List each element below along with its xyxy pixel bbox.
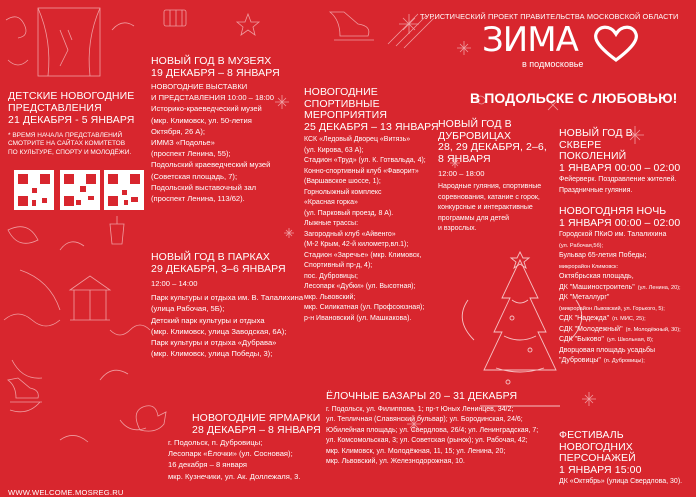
fairs-line: 16 декабря – 8 января — [168, 460, 248, 470]
night-venue: СДК "Молодежный" — [559, 325, 623, 333]
museums-line: (проспект Ленина, 113/62). — [151, 194, 245, 204]
section-parks — [151, 252, 311, 359]
square-title: НОВЫЙ ГОД В СКВЕРЕ ПОКОЛЕНИЙ — [559, 127, 633, 162]
tree-outline — [484, 260, 556, 370]
parks-title: НОВЫЙ ГОД В ПАРКАХ — [151, 251, 270, 263]
sports-line: Спортивный пр-д, 4); — [304, 262, 373, 269]
sports-line: Конно-спортивный клуб «Фаворит» — [304, 167, 419, 175]
night-address: (п. МИС, 25); — [612, 316, 646, 322]
square-dates: 1 ЯНВАРЯ 00:00 – 02:00 — [559, 161, 681, 174]
museums-list — [151, 81, 286, 204]
night-venue: Дворцовая площадь усадьбы — [559, 346, 656, 354]
night-address: (ул. Рабочая,5б); — [559, 242, 604, 249]
fairs-line: Лесопарк «Ёлочки» (ул. Сосновая); — [168, 449, 293, 459]
night-venue: "Дубровицы" — [559, 357, 601, 364]
kids-note: * ВРЕМЯ НАЧАЛА ПРЕДСТАВЛЕНИЙ СМОТРИТЕ НА САЙТАХ КОМИТЕТОВ ПО КУЛЬТУРЕ, СПОРТУ И МОЛОДЁЖИ. — [8, 131, 132, 156]
sports-line: Горнолыжный комплекс — [304, 188, 382, 196]
museums-line: Подольский выставочный зал — [151, 182, 257, 192]
night-line — [559, 346, 693, 357]
section-dubrovitsy — [438, 119, 563, 235]
night-line — [559, 283, 693, 294]
sports-line: «Красная горка» — [304, 199, 358, 206]
parks-line: Детский парк культуры и отдыха — [151, 315, 265, 325]
sports-line: Лесопарк «Дубки» (ул. Высотная); — [304, 283, 416, 290]
museums-line: Подольский краеведческий музей — [151, 160, 271, 170]
night-line — [559, 241, 693, 252]
night-line — [559, 262, 693, 273]
parks-line: (мкр. Климовск, улица Заводская, 6А); — [151, 326, 287, 336]
sports-line: пос. Дубровицы; — [304, 272, 358, 280]
section-square — [559, 128, 693, 196]
square-line: Фейерверк. Поздравление жителей. — [559, 176, 677, 183]
night-list — [559, 230, 693, 367]
night-line — [559, 293, 693, 304]
night-line — [559, 325, 693, 336]
kids-title: ДЕТСКИЕ НОВОГОДНИЕ ПРЕДСТАВЛЕНИЯ — [8, 90, 135, 114]
night-line — [559, 335, 693, 346]
dubrovitsy-line: и взрослых. — [438, 225, 477, 233]
dubrovitsy-line: конкурсные и интерактивные — [438, 204, 533, 212]
museums-title: НОВЫЙ ГОД В МУЗЕЯХ — [151, 55, 272, 67]
museums-line: (мкр. Климовск, ул. 50-летия — [151, 115, 252, 125]
website-link[interactable]: WWW.WELCOME.MOSREG.RU — [8, 488, 124, 497]
night-venue: Городской ПКиО им. Талалихина — [559, 231, 667, 238]
dubrovitsy-list — [438, 182, 563, 235]
parks-list — [151, 292, 311, 359]
sports-line: (ул. Парковый проезд, 8 А). — [304, 209, 394, 217]
parks-line: Парк культуры и отдыха «Дубрава» — [151, 338, 277, 348]
night-dates: 1 ЯНВАРЯ 00:00 – 02:00 — [559, 216, 681, 229]
night-address: (ул. Школьная, 8); — [606, 337, 654, 343]
dubrovitsy-title: НОВЫЙ ГОД В ДУБРОВИЦАХ — [438, 118, 512, 142]
museums-line: НОВОГОДНИЕ ВЫСТАВКИ — [151, 82, 248, 91]
night-venue: СДК "Быково" — [559, 336, 604, 343]
bazaars-line: Юбилейная площадь; ул. Свердлова, 26/4; ул. Ленинградская, 7; — [326, 426, 539, 434]
parks-dates: 29 ДЕКАБРЯ, 3–6 ЯНВАРЯ — [151, 262, 286, 275]
bazaars-line: г. Подольск, ул. Филиппова, 1; пр-т Юных Ленинцев, 34/2; — [326, 405, 514, 413]
section-museums — [151, 56, 286, 204]
bazaars-line: мкр. Климовск, ул. Молодёжная, 11, 15; ул. Ленина, 20; — [326, 447, 506, 455]
bazaars-line: мкр. Львовский, ул. Железнодорожная, 10. — [326, 458, 465, 465]
night-venue: Бульвар 65-летия Победы; — [559, 252, 647, 259]
fairs-list — [168, 437, 328, 482]
festival-list — [559, 477, 693, 488]
sports-title: НОВОГОДНИЕ СПОРТИВНЫЕ МЕРОПРИЯТИЯ — [304, 86, 388, 121]
night-venue: СДК "Надежда" — [559, 315, 610, 322]
night-line — [559, 230, 693, 241]
project-line: ТУРИСТИЧЕСКИЙ ПРОЕКТ ПРАВИТЕЛЬСТВА МОСКОВСКОЙ ОБЛАСТИ — [420, 12, 679, 21]
parks-line: (улица Рабочая, 5Б); — [151, 304, 225, 314]
bazaars-line: ул. Комсомольская, 3; ул. Советская (рынок); ул. Рабочая, 42; — [326, 437, 528, 444]
kids-dates: 21 ДЕКАБРЯ - 5 ЯНВАРЯ — [8, 114, 135, 126]
sports-line: Стадион «Труд» (ул. К. Готвальда, 4); — [304, 157, 426, 164]
bazaars-list — [326, 405, 556, 468]
qr-code-2[interactable] — [60, 170, 100, 210]
festival-dates: 1 ЯНВАРЯ 15:00 — [559, 463, 642, 476]
square-line: Праздничные гуляния. — [559, 186, 633, 194]
section-fairs — [168, 413, 328, 482]
museums-dates: 19 ДЕКАБРЯ – 8 ЯНВАРЯ — [151, 66, 280, 79]
museums-line: Октября, 26 А); — [151, 126, 205, 136]
qr-code-1[interactable] — [14, 170, 54, 210]
night-line — [559, 304, 693, 315]
bazaars-title: ЁЛОЧНЫЕ БАЗАРЫ 20 – 31 ДЕКАБРЯ — [326, 390, 518, 402]
sports-line: мкр. Силикатная (ул. Профсоюзная); — [304, 304, 425, 311]
parks-line: Парк культуры и отдыха им. В. Талалихина — [151, 293, 304, 303]
sports-line: (ул. Кирова, 63 А); — [304, 146, 364, 154]
logo — [482, 22, 622, 82]
heart-icon — [592, 24, 640, 64]
museums-line: Историко-краеведческий музей — [151, 104, 262, 114]
section-sports — [304, 87, 444, 324]
square-list — [559, 175, 693, 196]
dubrovitsy-line: соревнования, катание с горок, — [438, 193, 540, 201]
section-festival — [559, 430, 693, 488]
night-venue: ДК "Машиностроитель" — [559, 283, 635, 291]
fairs-title: НОВОГОДНИЕ ЯРМАРКИ — [192, 412, 321, 424]
night-title: НОВОГОДНЯЯ НОЧЬ — [559, 205, 667, 217]
dubrovitsy-time: 12:00 – 18:00 — [438, 169, 485, 178]
night-address: (микрорайон Львовский, ул. Горького, 5); — [559, 305, 665, 312]
qr-code-3[interactable] — [104, 170, 144, 210]
museums-line: (Советская площадь, 7); — [151, 171, 238, 181]
fairs-dates: 28 ДЕКАБРЯ – 8 ЯНВАРЯ — [192, 423, 321, 436]
festival-line: ДК «Октябрь» (улица Свердлова, 30). — [559, 478, 683, 485]
night-line — [559, 251, 693, 262]
sports-line: Стадион «Заречье» (мкр. Климовск, — [304, 251, 422, 259]
section-night — [559, 206, 693, 367]
sports-list — [304, 135, 444, 324]
fairs-line: г. Подольск, п. Дубровицы; — [168, 438, 263, 447]
night-line — [559, 314, 693, 325]
slogan: В ПОДОЛЬСКЕ С ЛЮБОВЬЮ! — [470, 90, 678, 106]
section-kids — [8, 91, 148, 157]
dubrovitsy-line: программы для детей — [438, 214, 510, 222]
logo-sub: в подмосковье — [522, 59, 584, 69]
sports-line: р-н Ивановский (ул. Машкакова). — [304, 314, 412, 322]
museums-line: (проспект Ленина, 55); — [151, 149, 231, 159]
sports-line: (М-2 Крым, 42-й километр,вл.1); — [304, 241, 409, 248]
night-address: (п. Молодёжный, 30); — [625, 326, 681, 333]
night-venue: ДК "Металлург" — [559, 294, 610, 301]
parks-line: (мкр. Климовск, улица Победы, 3); — [151, 349, 273, 359]
sports-line: мкр. Львовский; — [304, 293, 356, 301]
night-line — [559, 356, 693, 367]
section-bazaars — [326, 391, 556, 468]
night-line — [559, 272, 693, 283]
museums-line: ИММЗ «Подолье» — [151, 138, 215, 148]
sports-line: КСК «Ледовый Дворец «Витязь» — [304, 136, 411, 143]
festival-title: ФЕСТИВАЛЬ НОВОГОДНИХ ПЕРСОНАЖЕЙ — [559, 429, 636, 464]
night-address: микрорайон Климовск: — [559, 263, 619, 270]
logo-main: ЗИМА — [482, 20, 578, 60]
sports-line: (Варшавское шоссе, 1); — [304, 178, 381, 185]
fairs-line: мкр. Кузнечики, ул. Ак. Доллежаля, 3. — [168, 471, 301, 481]
dubrovitsy-line: Народные гуляния, спортивные — [438, 183, 542, 191]
night-address: (п. Дубровицы); — [603, 358, 645, 364]
night-venue: Октябрьская площадь, — [559, 273, 634, 280]
museums-line: И ПРЕДСТАВЛЕНИЯ 10:00 – 18:00 — [151, 93, 274, 103]
sports-line: Загородный клуб «Айвенго» — [304, 230, 396, 238]
night-address: (ул. Ленина, 20); — [637, 284, 681, 291]
bazaars-line: ул. Тепличная (Славянский бульвар); ул. Бородинская, 24/6; — [326, 416, 523, 423]
sports-dates: 25 ДЕКАБРЯ – 13 ЯНВАРЯ — [304, 120, 439, 133]
dubrovitsy-dates: 28, 29 ДЕКАБРЯ, 2–6, 8 ЯНВАРЯ — [438, 141, 547, 165]
sports-line: Лыжные трассы: — [304, 220, 359, 227]
parks-time: 12:00 – 14:00 — [151, 279, 198, 288]
